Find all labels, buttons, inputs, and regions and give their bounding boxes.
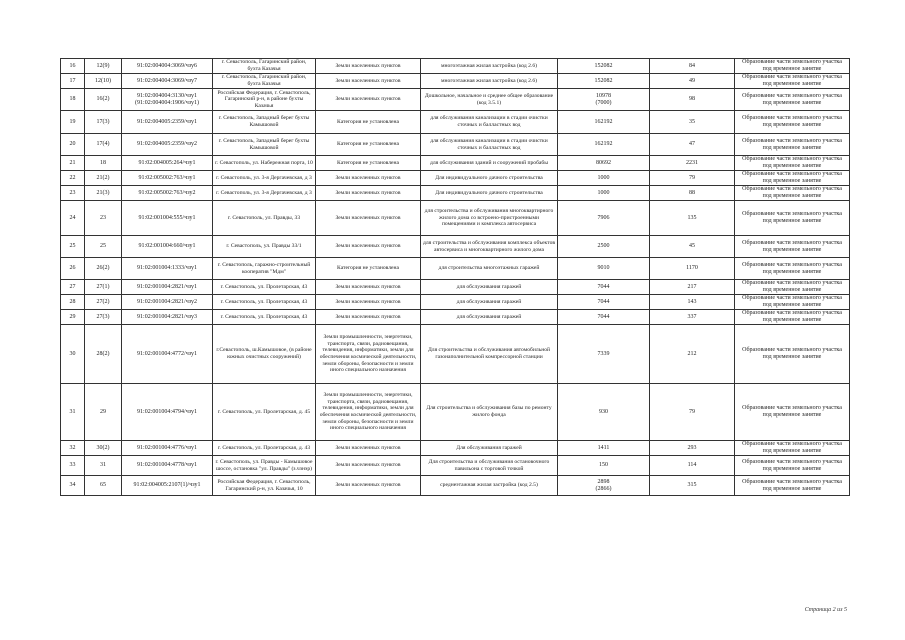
cell-n: 25 (61, 236, 85, 258)
cell-cat: Земли населенных пунктов (316, 59, 421, 74)
cell-purpose: Образование части земельного участка под временное занятие (735, 186, 850, 201)
cell-part: 49 (650, 74, 735, 89)
cell-part: 337 (650, 310, 735, 325)
cell-part: 217 (650, 280, 735, 295)
cell-cat: Категория не установлена (316, 111, 421, 134)
cell-use: Для строительства и обслуживания остановочного павильона с торговой точкой (421, 456, 558, 476)
cell-addr: г. Севастополь, ул. 3-я Дергачевская, д 3 (213, 186, 316, 201)
cell-num: 28(2) (85, 325, 122, 384)
table-body (61, 59, 850, 496)
cell-num: 65 (85, 476, 122, 496)
cell-area: 152082 (558, 74, 650, 89)
cell-purpose: Образование части земельного участка под временное занятие (735, 310, 850, 325)
cell-addr: г. Севастополь, ул. Правды 33/1 (213, 236, 316, 258)
cell-use: для обслуживания зданий и сооружений пробабы (421, 156, 558, 171)
cell-purpose: Образование части земельного участка под временное занятие (735, 258, 850, 280)
cell-n: 22 (61, 171, 85, 186)
cell-use: Для строительства и обслуживания автомобильной газонаполнительной компрессорной станции (421, 325, 558, 384)
cell-area: 80692 (558, 156, 650, 171)
cell-cat: Земли населенных пунктов (316, 280, 421, 295)
cell-part: 79 (650, 384, 735, 441)
cell-cad: 91:02:001004:555/чзу1 (122, 201, 213, 236)
cell-part: 88 (650, 186, 735, 201)
cell-num: 31 (85, 456, 122, 476)
cell-cat: Категория не установлена (316, 258, 421, 280)
cell-cat: Категория не установлена (316, 134, 421, 156)
cell-area: 2500 (558, 236, 650, 258)
cell-purpose: Образование части земельного участка под временное занятие (735, 156, 850, 171)
cell-use: Для обслуживания гаражей (421, 441, 558, 456)
cell-part: 315 (650, 476, 735, 496)
cell-num: 21(2) (85, 171, 122, 186)
cell-addr: г. Севастополь, Гагаринский район, бухта Казачья (213, 59, 316, 74)
cell-addr: г. Севастополь, ул. Правды, 33 (213, 201, 316, 236)
cell-n: 19 (61, 111, 85, 134)
cell-purpose: Образование части земельного участка под временное занятие (735, 134, 850, 156)
cell-n: 16 (61, 59, 85, 74)
cell-n: 21 (61, 156, 85, 171)
cell-use: Для строительства и обслуживания базы по ремонту жилого фонда (421, 384, 558, 441)
cell-num: 17(3) (85, 111, 122, 134)
cell-purpose: Образование части земельного участка под временное занятие (735, 384, 850, 441)
cell-addr: г. Севастополь, ул. 3-я Дергачевская, д 3 (213, 171, 316, 186)
table-row (61, 74, 850, 89)
cell-area: 1000 (558, 171, 650, 186)
table-row (61, 456, 850, 476)
cell-cat: Земли населенных пунктов (316, 476, 421, 496)
cell-num: 29 (85, 384, 122, 441)
cell-part: 79 (650, 171, 735, 186)
cell-use: Для индивидуального дачного строительства (421, 186, 558, 201)
table-row (61, 171, 850, 186)
cell-n: 24 (61, 201, 85, 236)
cell-cat: Земли промышленности, энергетики, транспорта, связи, радиовещания, телевидения, информатики, земли для обеспечения космической деятельности, земли обороны, безопасности и земли иного специального назначения (316, 384, 421, 441)
cell-cat: Земли населенных пунктов (316, 310, 421, 325)
cell-cad: 91:02:001004:4772/чзу1 (122, 325, 213, 384)
cell-use: Дошкольное, начальное и среднее общее образование (код 3.5.1) (421, 89, 558, 111)
cell-num: 27(2) (85, 295, 122, 310)
table-row (61, 476, 850, 496)
cell-cat: Земли населенных пунктов (316, 171, 421, 186)
cell-n: 31 (61, 384, 85, 441)
cell-cad: 91:02:001004:660/чзу1 (122, 236, 213, 258)
table-row (61, 258, 850, 280)
cell-purpose: Образование части земельного участка под временное занятие (735, 201, 850, 236)
cell-purpose: Образование части земельного участка под временное занятие (735, 236, 850, 258)
cell-num: 16(2) (85, 89, 122, 111)
cell-purpose: Образование части земельного участка под временное занятие (735, 441, 850, 456)
cell-addr: г. Севастополь, ул. Правды - Камышовое шоссе, остановка "ул. Правды" (з.чзнэр) (213, 456, 316, 476)
cell-cad: 91:02:004004:3069/чзу7 (122, 74, 213, 89)
cell-use: для обслуживания гаражей (421, 310, 558, 325)
cell-use: Для индивидуального дачного строительства (421, 171, 558, 186)
cell-addr: г. Севастополь, ул. Пролетарская, д. 43 (213, 441, 316, 456)
cell-addr: г. Севастополь, ул. Пролетарская, 43 (213, 280, 316, 295)
cell-area: 7044 (558, 280, 650, 295)
page-number: Страница 2 из 5 (804, 607, 847, 613)
cell-cat: Земли населенных пунктов (316, 441, 421, 456)
cell-addr: Российская Федерация, г. Севастополь, Гагаринский р-н, в районе бухты Казачья (213, 89, 316, 111)
cell-area: 930 (558, 384, 650, 441)
land-plots-table (60, 58, 850, 496)
cell-part: 35 (650, 111, 735, 134)
cell-cat: Земли населенных пунктов (316, 201, 421, 236)
cell-use: для строительства и обслуживания комплекса объектов автосервиса и многоквартирного жилого дома (421, 236, 558, 258)
cell-area: 7044 (558, 295, 650, 310)
cell-n: 17 (61, 74, 85, 89)
table-row (61, 295, 850, 310)
cell-cat: Земли населенных пунктов (316, 456, 421, 476)
cell-cad: 91:02:004005:2359/чзу1 (122, 111, 213, 134)
cell-num: 17(4) (85, 134, 122, 156)
table-row (61, 89, 850, 111)
table-row (61, 186, 850, 201)
table-row (61, 325, 850, 384)
table-row (61, 201, 850, 236)
cell-cad: 91:02:004005:2359/чзу2 (122, 134, 213, 156)
cell-purpose: Образование части земельного участка под временное занятие (735, 325, 850, 384)
cell-cad: 91:02:001004:1333/чзу1 (122, 258, 213, 280)
cell-num: 25 (85, 236, 122, 258)
cell-n: 32 (61, 441, 85, 456)
cell-addr: г. Севастополь, ул. Пролетарская, 43 (213, 295, 316, 310)
cell-addr: г. Севастополь, Западный берег бухты Камышовой (213, 111, 316, 134)
cell-purpose: Образование части земельного участка под временное занятие (735, 456, 850, 476)
cell-purpose: Образование части земельного участка под временное занятие (735, 74, 850, 89)
cell-purpose: Образование части земельного участка под временное занятие (735, 171, 850, 186)
cell-cad: 91:02:001004:2821/чзу2 (122, 295, 213, 310)
cell-part: 114 (650, 456, 735, 476)
cell-addr: г. Севастополь, ул. Пролетарская, 43 (213, 310, 316, 325)
cell-addr: г.Севастополь, ш.Камышовое, (в районе южных очистных сооружений) (213, 325, 316, 384)
table-row (61, 134, 850, 156)
cell-n: 28 (61, 295, 85, 310)
cell-num: 27(3) (85, 310, 122, 325)
cell-area: 150 (558, 456, 650, 476)
cell-cad: 91:02:001004:4776/чзу1 (122, 441, 213, 456)
cell-n: 27 (61, 280, 85, 295)
cell-cat: Категория не установлена (316, 156, 421, 171)
cell-addr: г. Севастополь, Гагаринский район, бухта Казачья (213, 74, 316, 89)
cell-cat: Земли населенных пунктов (316, 295, 421, 310)
cell-part: 98 (650, 89, 735, 111)
cell-use: для обслуживания гаражей (421, 295, 558, 310)
cell-num: 27(1) (85, 280, 122, 295)
cell-use: для обслуживания канализации в стадии очистки сточных и балластных вод (421, 111, 558, 134)
cell-cat: Земли населенных пунктов (316, 89, 421, 111)
cell-part: 1170 (650, 258, 735, 280)
cell-area: 7906 (558, 201, 650, 236)
cell-n: 23 (61, 186, 85, 201)
cell-purpose: Образование части земельного участка под временное занятие (735, 111, 850, 134)
cell-n: 29 (61, 310, 85, 325)
cell-purpose: Образование части земельного участка под временное занятие (735, 476, 850, 496)
cell-n: 20 (61, 134, 85, 156)
cell-n: 18 (61, 89, 85, 111)
cell-cad: 91:02:005002:763/чзу1 (122, 171, 213, 186)
cell-addr: г. Севастополь, ул. Набережная порта, 10 (213, 156, 316, 171)
cell-part: 45 (650, 236, 735, 258)
table-row (61, 111, 850, 134)
cell-area: 2898 (2866) (558, 476, 650, 496)
cell-use: для обслуживания гаражей (421, 280, 558, 295)
cell-purpose: Образование части земельного участка под временное занятие (735, 59, 850, 74)
cell-use: среднеэтажная жилая застройка (код 2.5) (421, 476, 558, 496)
cell-addr: г. Севастополь, ул. Пролетарская, д. 45 (213, 384, 316, 441)
cell-area: 152082 (558, 59, 650, 74)
cell-cad: 91:02:001004:4778/чзу1 (122, 456, 213, 476)
cell-n: 33 (61, 456, 85, 476)
cell-use: для строительства многоэтажных гаражей (421, 258, 558, 280)
table-row (61, 310, 850, 325)
cell-num: 12(10) (85, 74, 122, 89)
cell-cad: 91:02:001004:2821/чзу3 (122, 310, 213, 325)
cell-cat: Земли населенных пунктов (316, 236, 421, 258)
table-row (61, 236, 850, 258)
cell-cad: 91:02:004005:264/чзу1 (122, 156, 213, 171)
cell-cad: 91:02:004005:2107(1)/чзу1 (122, 476, 213, 496)
cell-use: многоэтажная жилая застройка (код 2.6) (421, 74, 558, 89)
cell-num: 30(2) (85, 441, 122, 456)
cell-num: 18 (85, 156, 122, 171)
cell-use: для строительства и обслуживания многоквартирного жилого дома со встроено-пристроенными помещениями и комплекса автосервиса (421, 201, 558, 236)
cell-num: 12(9) (85, 59, 122, 74)
cell-n: 34 (61, 476, 85, 496)
cell-cad: 91:02:001004:4794/чзу1 (122, 384, 213, 441)
cell-cat: Земли населенных пунктов (316, 186, 421, 201)
cell-area: 7339 (558, 325, 650, 384)
cell-part: 293 (650, 441, 735, 456)
cell-num: 26(2) (85, 258, 122, 280)
cell-cad: 91:02:004004:3069/чзу6 (122, 59, 213, 74)
cell-cad: 91:02:005002:763/чзу2 (122, 186, 213, 201)
cell-area: 1411 (558, 441, 650, 456)
cell-cad: 91:02:004004:3130/чзу1 (91:02:004004:1906/чзу1) (122, 89, 213, 111)
cell-n: 26 (61, 258, 85, 280)
cell-area: 9010 (558, 258, 650, 280)
cell-part: 84 (650, 59, 735, 74)
cell-area: 162192 (558, 111, 650, 134)
cell-num: 21(3) (85, 186, 122, 201)
cell-num: 23 (85, 201, 122, 236)
cell-area: 10978 (7000) (558, 89, 650, 111)
cell-area: 162192 (558, 134, 650, 156)
cell-addr: Российская Федерация, г. Севастополь, Гагаринский р-н, ул. Казачья, 10 (213, 476, 316, 496)
cell-part: 212 (650, 325, 735, 384)
cell-use: для обслуживания канализации в стадии очистки сточных и балластных вод (421, 134, 558, 156)
cell-part: 143 (650, 295, 735, 310)
cell-purpose: Образование части земельного участка под временное занятие (735, 280, 850, 295)
cell-cad: 91:02:001004:2821/чзу1 (122, 280, 213, 295)
cell-addr: г. Севастополь, гаражно-строительный кооператив "Мдм" (213, 258, 316, 280)
cell-use: многоэтажная жилая застройка (код 2.6) (421, 59, 558, 74)
table-row (61, 280, 850, 295)
cell-area: 7044 (558, 310, 650, 325)
cell-part: 135 (650, 201, 735, 236)
cell-area: 1000 (558, 186, 650, 201)
cell-part: 2231 (650, 156, 735, 171)
table-row (61, 441, 850, 456)
table-row (61, 384, 850, 441)
cell-cat: Земли промышленности, энергетики, транспорта, связи, радиовещания, телевидения, информатики, земли для обеспечения космической деятельности, земли обороны, безопасности и земли иного специального назначения (316, 325, 421, 384)
table-row (61, 59, 850, 74)
cell-cat: Земли населенных пунктов (316, 74, 421, 89)
cell-purpose: Образование части земельного участка под временное занятие (735, 295, 850, 310)
table-row (61, 156, 850, 171)
cell-purpose: Образование части земельного участка под временное занятие (735, 89, 850, 111)
cell-part: 47 (650, 134, 735, 156)
cell-addr: г. Севастополь, Западный берег бухты Камышовой (213, 134, 316, 156)
cell-n: 30 (61, 325, 85, 384)
